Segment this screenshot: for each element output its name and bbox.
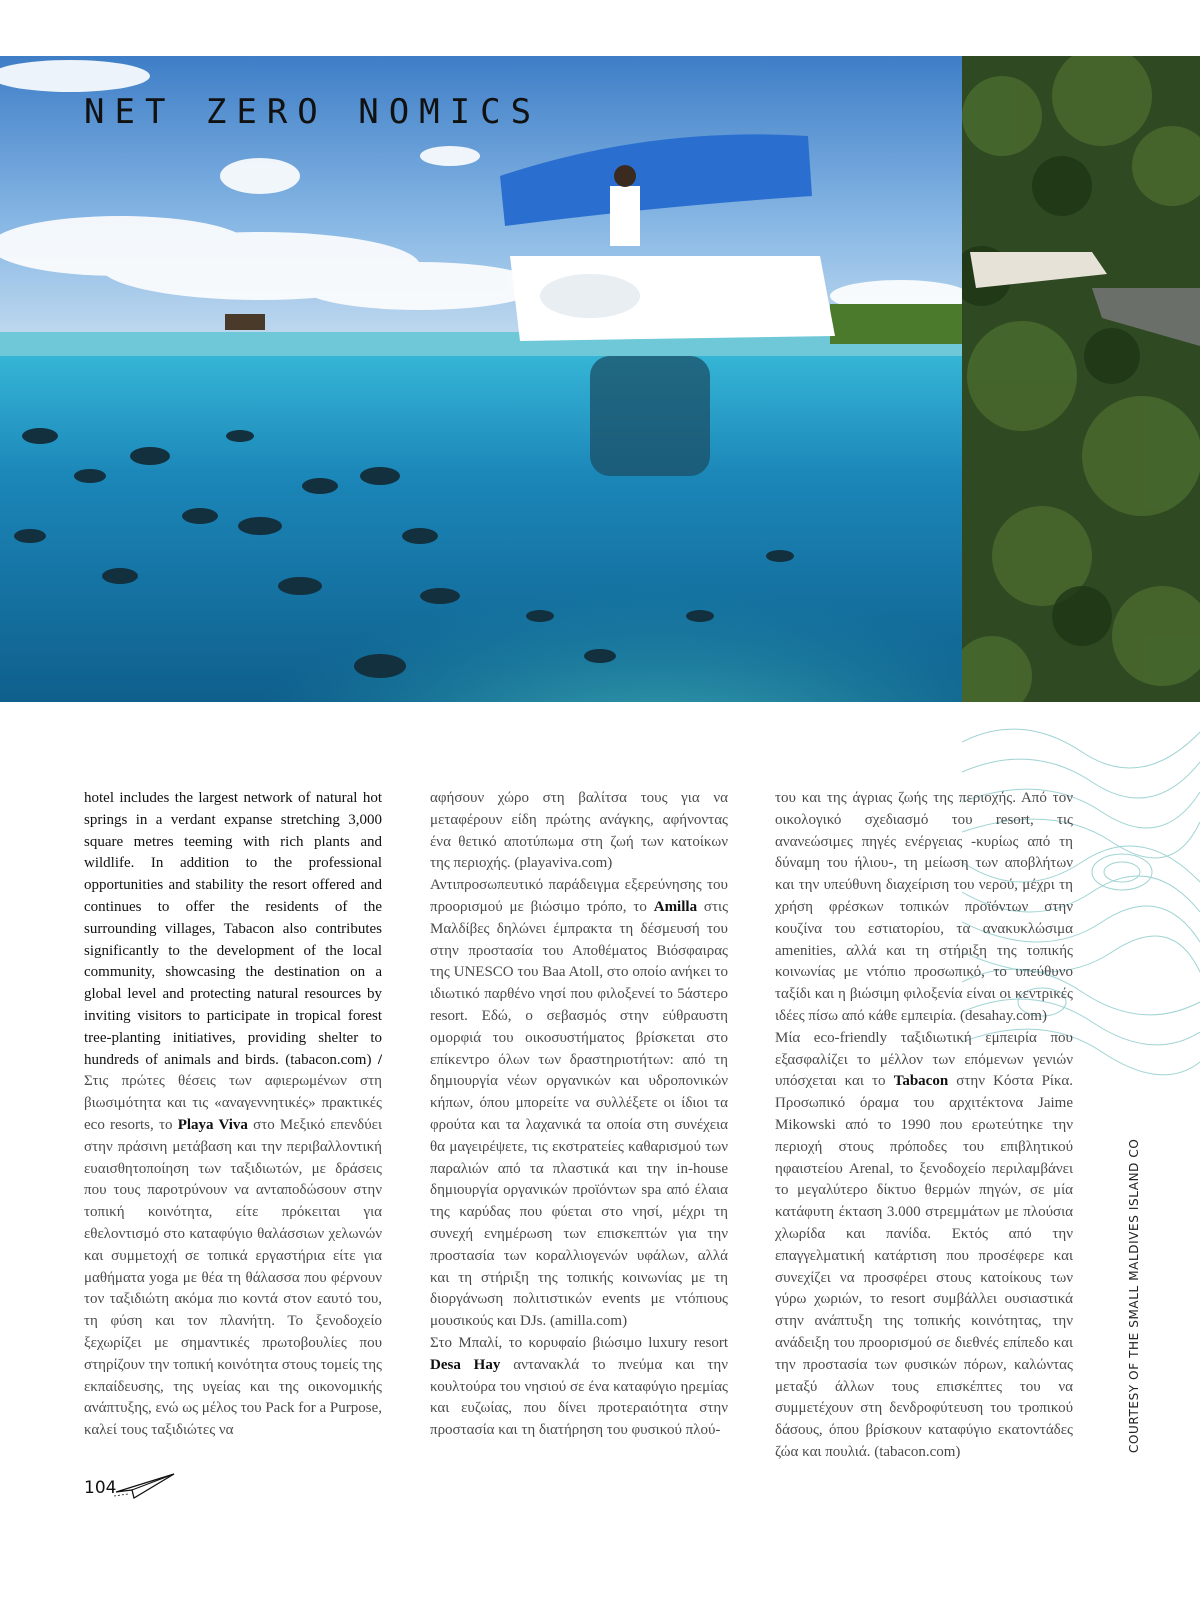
side-photo bbox=[962, 56, 1200, 702]
greek-paragraph-continued: στο Μεξικό επενδύει στην πράσινη μετάβαση και την περιβαλλοντική ευαισθητοποίηση των ταξιδιωτών, με δράσεις που τους παροτρύνουν να ανταποδώσουν στην τοπική κοινότητα, είτε πρόκειται για εθελοντισμό στο καταφύγιο θαλάσσιων χελωνών και συμμετοχή σε τοπικά εργαστήρια είτε για μαθήματα yoga με θέα τη θάλασσα που φέρνουν τον ταξιδιώτη ακόμα πιο κοντά στον εαυτό του, τη φύση και τον πλανήτη. Το ξενοδοχείο ξεχωρίζει με σημαντικές πρωτοβουλίες που στηρίζουν την τοπική κοινότητα στους τομείς της εκπαίδευσης, της υγείας και της οικονομικής ανάπτυξης, ενώ ως μέλος του Pack for a Purpose, καλεί τους ταξιδιώτες να bbox=[84, 1116, 382, 1439]
forest-illustration bbox=[962, 56, 1200, 702]
text-column-1 bbox=[84, 788, 382, 1442]
hotel-name-playa-viva: Playa Viva bbox=[177, 1116, 248, 1133]
language-separator: / bbox=[371, 1051, 382, 1068]
text-column-2 bbox=[430, 788, 728, 1442]
paragraph-desa-hay bbox=[430, 1333, 728, 1442]
hotel-name-tabacon: Tabacon bbox=[893, 1073, 949, 1090]
masthead-title: NET ZERO NOMICS bbox=[84, 92, 542, 132]
photo-credit: COURTESY OF THE SMALL MALDIVES ISLAND CO bbox=[1127, 1138, 1141, 1453]
desa-hay-body: αντανακλά το πνεύμα και την κουλτούρα του νησιού σε ένα καταφύγιο ηρεμίας και ευζωίας, που δίνει προτεραιότητα στην προστασία και τη διατήρηση του φυσικού πλού- bbox=[430, 1356, 728, 1439]
english-paragraph: hotel includes the largest network of natural hot springs in a verdant expanse stretching 3,000 square metres teeming with rich plants and wildlife. In addition to the professional opportunities and stability the resort offered and continues to offer the residents of the surrounding villages, Tabacon also contributes significantly to the development of the local community, showcasing the destination on a global level and protecting natural resources by inviting visitors to participate in tropical forest tree-planting initiatives, providing shelter to hundreds of animals and birds. (tabacon.com) bbox=[84, 790, 382, 1068]
tabacon-intro: Μία eco-friendly ταξιδιωτική εμπειρία που εξασφαλίζει το μέλλον των επόμενων γενιών υπόσχεται και το bbox=[775, 1029, 1073, 1090]
amilla-body: στις Μαλδίβες δηλώνει έμπρακτα τη δέσμευσή του στην προστασία του Αποθέματος Βιόσφαιρας της UNESCO του Baa Atoll, στο οποίο ανήκει το ιδιωτικό παρθένο νησί που φιλοξενεί το 5άστερο resort. Εδώ, ο σεβασμός στην εύθραυστη ομορφιά του οικοσυστήματος βρίσκεται στο επίκεντρο όλων των δραστηριοτήτων: από τη δημιουργία νέων οργανικών και υδροπονικών κήπων, όπου μπορείτε να συλλέξετε οι ίδιοι τα φρούτα και τα λαχανικά τα οποία στη συνέχεια θα μαγειρέψετε, τις εκστρατείες καθαρισμού των παραλιών από τα πλαστικά και την in-house δημιουργία οργανικών προϊόντων spa από έλαια της καρύδας που φύεται στο νησί, μέχρι τη συνεχή ενημέρωση των επισκεπτών για την προστασία των κοραλλιογενών υφάλων, αλλά και τη στήριξη της τοπικής κοινωνίας με τη διοργάνωση πολιτιστικών events με ντόπιους μουσικούς και DJs. (amilla.com) bbox=[430, 898, 729, 1330]
desa-hay-intro: Στο Μπαλί, το κορυφαίο βιώσιμο luxury resort bbox=[430, 1334, 728, 1351]
paragraph-playa-viva-end: αφήσουν χώρο στη βαλίτσα τους για να μεταφέρουν είδη πρώτης ανάγκης, αφήνοντας ένα θετικό αποτύπωμα στη ζωή των κατοίκων της περιοχής. (playaviva.com) bbox=[430, 790, 728, 872]
page-number: 104 bbox=[84, 1478, 117, 1498]
greek-paragraph-start: Στις πρώτες θέσεις των αφιερωμένων στη βιωσιμότητα και τις «αναγεννητικές» πρακτικές eco resorts, το bbox=[84, 1073, 382, 1133]
hotel-name-desa-hay: Desa Hay bbox=[430, 1356, 501, 1373]
tabacon-body: στην Κόστα Ρίκα. Προσωπικό όραμα του αρχιτέκτονα Jaime Mikowski από το 1990 που ερωτεύτηκε την περιοχή στους πρόποδες του επιβλητικού ηφαιστείου Arenal, το ξενοδοχείο περιλαμβάνει το μεγαλύτερο δίκτυο θερμών πηγών, σε μία κατάφυτη έκταση 3.000 στρεμμάτων με πλούσια χλωρίδα και πανίδα. Εκτός από την επαγγελματική κατάρτιση που προσέφερε και συνεχίζει να προσφέρει στους κατοίκους των γύρω χωριών, το resort συμβάλλει ουσιαστικά στην ανάπτυξη της τοπικής κοινότητας, την ανάδειξη του προορισμού σε διεθνές επίπεδο και την προστασία των φυσικών πόρων, καλώντας μεταξύ άλλων τους επισκέπτες του να συμμετέχουν στη δενδροφύτευση του τροπικού δάσους, όπου βρίσκουν καταφύγιο εκατοντάδες ζώα και πουλιά. (tabacon.com) bbox=[775, 1073, 1073, 1460]
column-1-body bbox=[84, 788, 382, 1442]
paragraph-tabacon bbox=[775, 1028, 1073, 1464]
paper-plane-icon bbox=[114, 1472, 176, 1500]
paragraph-amilla bbox=[430, 875, 728, 1333]
hotel-name-amilla: Amilla bbox=[653, 898, 698, 915]
amilla-intro: Αντιπροσωπευτικό παράδειγμα εξερεύνησης του προορισμού με βιώσιμο τρόπο, το bbox=[430, 877, 728, 915]
paragraph-desa-hay-end: του και της άγριας ζωής της περιοχής. Από τον οικολογικό σχεδιασμό του resort, τις ανανεώσιμες πηγές ενέργειας -κυρίως από τη δύναμη του ήλιου-, τη μείωση των αποβλήτων και την υπεύθυνη διαχείριση του νερού, μέχρι τη χρήση φρέσκων τοπικών προϊόντων στην κουζίνα του εστιατορίου, τα ανακυκλώσιμα amenities, αλλά και τη στήριξη της τοπικής κοινωνίας με ντόπιο προσωπικό, το υπεύθυνο ταξίδι και η βιώσιμη φιλοξενία είναι οι κεντρικές ιδέες πίσω από κάθε εμπειρία. (desahay.com) bbox=[775, 790, 1073, 1024]
text-column-3 bbox=[775, 788, 1073, 1464]
boat-reef-illustration bbox=[0, 56, 962, 702]
main-photo bbox=[0, 56, 962, 702]
